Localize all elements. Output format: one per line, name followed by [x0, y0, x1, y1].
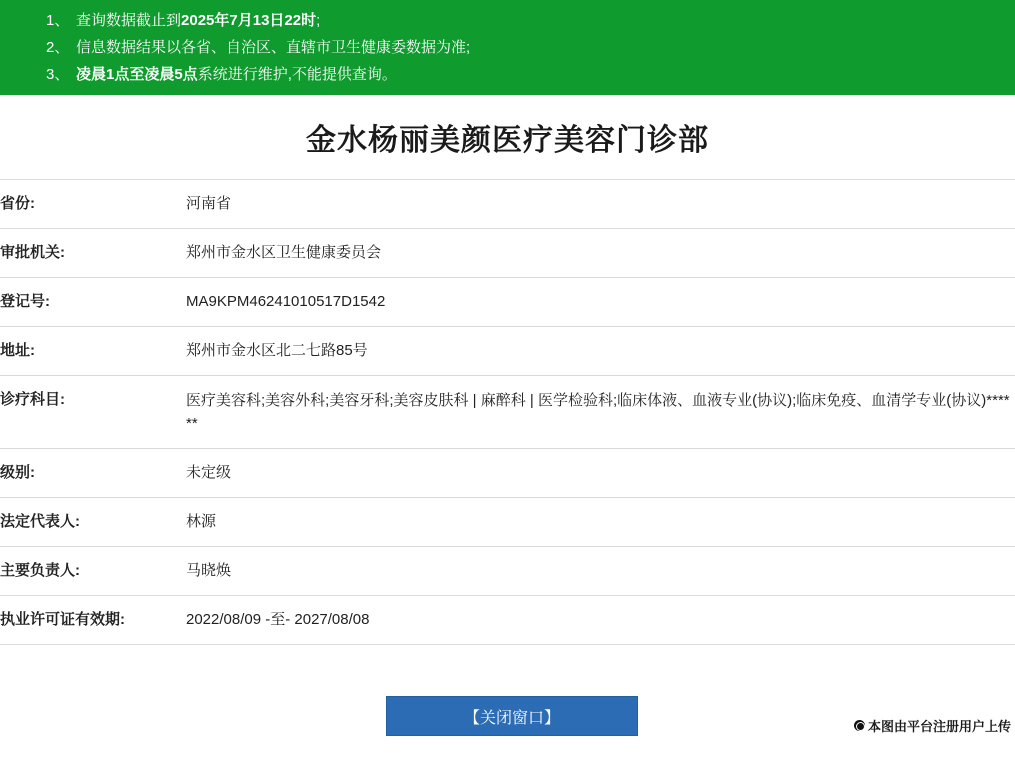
row-label: 审批机关:: [0, 244, 65, 261]
row-label: 执业许可证有效期:: [0, 611, 125, 628]
page-title-container: [0, 95, 1015, 179]
table-row: [0, 180, 1015, 229]
notice-line: [0, 61, 1015, 88]
row-value: MA9KPM46241010517D1542: [186, 293, 386, 310]
row-label: 省份:: [0, 195, 35, 212]
table-row: [0, 498, 1015, 547]
row-value: 未定级: [186, 464, 232, 481]
close-window-button[interactable]: 【关闭窗口】: [386, 696, 638, 736]
row-value: 林源: [186, 513, 217, 530]
table-row: [0, 547, 1015, 596]
table-row: [0, 376, 1015, 449]
table-row: [0, 278, 1015, 327]
page-title: 金水杨丽美颜医疗美容门诊部: [306, 124, 709, 157]
table-row: [0, 229, 1015, 278]
watermark-text: 本图由平台注册用户上传: [867, 719, 1011, 734]
table-row: [0, 596, 1015, 645]
table-row: [0, 449, 1015, 498]
row-value: 马晓焕: [186, 562, 232, 579]
institution-info-table: [0, 179, 1015, 645]
row-value: 2022/08/09 -至- 2027/08/08: [186, 611, 370, 628]
row-label: 级别:: [0, 464, 35, 481]
notice-line-number: 2、: [46, 39, 70, 56]
row-label: 地址:: [0, 342, 35, 359]
row-label: 法定代表人:: [0, 513, 80, 530]
row-label: 诊疗科目:: [0, 391, 65, 408]
row-label: 主要负责人:: [0, 562, 80, 579]
table-row: [0, 327, 1015, 376]
notice-line-number: 3、: [46, 66, 70, 83]
notice-banner: [0, 0, 1015, 95]
notice-line-text: 信息数据结果以各省、自治区、直辖市卫生健康委数据为准;: [76, 39, 471, 56]
row-value: 郑州市金水区北二七路85号: [186, 342, 368, 359]
footer: [0, 645, 1015, 737]
notice-line: [0, 7, 1015, 34]
notice-line-text: 查询数据截止到2025年7月13日22时;: [76, 12, 321, 29]
row-value: 郑州市金水区卫生健康委员会: [186, 244, 382, 261]
row-label: 登记号:: [0, 293, 50, 310]
watermark: [854, 716, 1011, 735]
notice-line: [0, 34, 1015, 61]
row-value: 医疗美容科;美容外科;美容牙科;美容皮肤科 | 麻醉科 | 医学检验科;临床体液、血液专业(协议);临床免疫、血清学专业(协议)******: [186, 392, 1010, 432]
copyright-icon: [854, 720, 865, 731]
notice-line-number: 1、: [46, 12, 70, 29]
row-value: 河南省: [186, 195, 232, 212]
notice-line-text: 凌晨1点至凌晨5点系统进行维护,不能提供查询。: [76, 66, 397, 83]
